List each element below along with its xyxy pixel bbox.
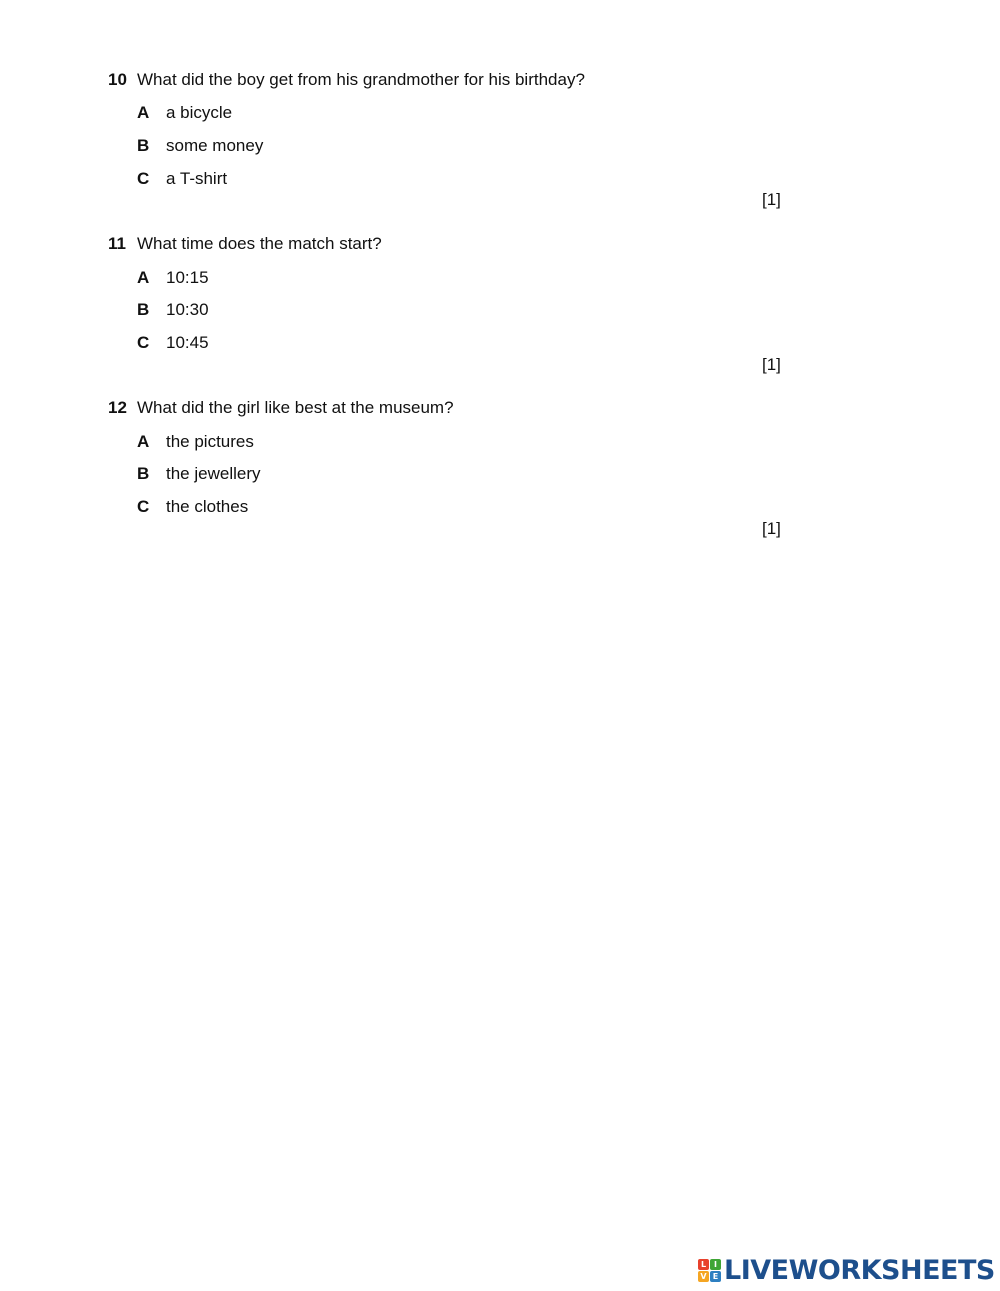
question-prompt [108, 70, 585, 90]
marks-label: [1] [762, 519, 781, 538]
option-letter: B [137, 464, 150, 483]
question-number: 10 [108, 70, 127, 89]
marks-label: [1] [762, 355, 781, 374]
option-text: 10:30 [166, 300, 209, 319]
option-letter: A [137, 432, 150, 451]
logo-letter: E [710, 1271, 721, 1282]
logo-mark-icon [698, 1259, 721, 1282]
option-letter: B [137, 300, 150, 319]
option-letter: C [137, 497, 150, 516]
question-prompt [108, 234, 382, 254]
option-a[interactable] [137, 268, 209, 288]
option-text: the clothes [166, 497, 249, 516]
logo-letter: V [698, 1271, 709, 1282]
option-letter: A [137, 268, 150, 287]
marks-label: [1] [762, 190, 781, 209]
question-number: 12 [108, 398, 127, 417]
option-b[interactable] [137, 300, 209, 320]
option-letter: C [137, 169, 150, 188]
question-text: What did the boy get from his grandmother for his birthday? [137, 70, 585, 89]
option-text: a T-shirt [166, 169, 228, 188]
brand-name: LIVEWORKSHEETS [724, 1254, 995, 1286]
option-text: 10:15 [166, 268, 209, 287]
question-number: 11 [108, 234, 126, 253]
option-b[interactable] [137, 136, 263, 156]
option-c[interactable] [137, 333, 209, 353]
logo-letter: L [698, 1259, 709, 1270]
option-text: some money [166, 136, 264, 155]
question-text: What did the girl like best at the museum? [137, 398, 454, 417]
option-text: 10:45 [166, 333, 209, 352]
option-c[interactable] [137, 169, 227, 189]
option-text: the pictures [166, 432, 254, 451]
option-text: the jewellery [166, 464, 261, 483]
option-letter: B [137, 136, 150, 155]
option-a[interactable] [137, 103, 232, 123]
option-b[interactable] [137, 464, 261, 484]
logo-letter: I [710, 1259, 721, 1270]
option-a[interactable] [137, 432, 254, 452]
option-text: a bicycle [166, 103, 233, 122]
liveworksheets-logo[interactable] [698, 1255, 995, 1285]
question-text: What time does the match start? [137, 234, 382, 253]
option-letter: A [137, 103, 150, 122]
question-prompt [108, 398, 454, 418]
option-letter: C [137, 333, 150, 352]
option-c[interactable] [137, 497, 248, 517]
